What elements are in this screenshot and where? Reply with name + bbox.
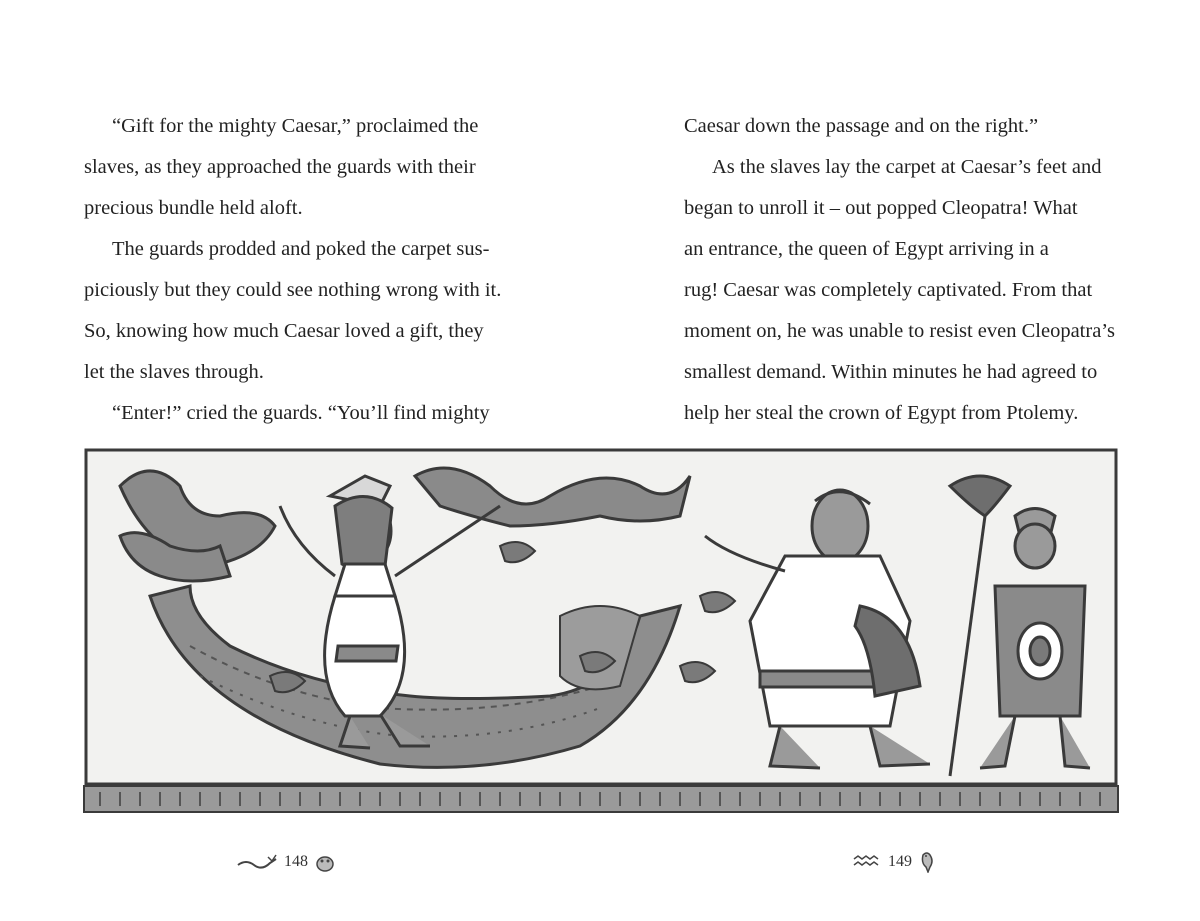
paragraph-line: “Enter!” cried the guards. “You’ll find mighty <box>112 402 490 424</box>
paragraph-line: So, knowing how much Caesar loved a gift, they <box>84 320 484 342</box>
page-number-left: 148 <box>284 853 308 870</box>
paragraph-line: moment on, he was unable to resist even Cleopatra’s <box>684 320 1115 342</box>
paragraph-line: Caesar down the passage and on the right.” <box>684 115 1039 137</box>
paragraph-line: The guards prodded and poked the carpet sus- <box>112 238 490 260</box>
cleopatra-carpet-illustration <box>80 446 1120 824</box>
paragraph-line: began to unroll it – out popped Cleopatra! What <box>684 197 1078 219</box>
left-folio <box>236 850 336 874</box>
paragraph-line: As the slaves lay the carpet at Caesar’s feet and <box>712 156 1102 178</box>
right-folio <box>852 850 936 874</box>
paragraph-line: “Gift for the mighty Caesar,” proclaimed the <box>112 115 479 137</box>
left-page-text <box>84 106 501 434</box>
paragraph-line: let the slaves through. <box>84 361 264 383</box>
paragraph-line: smallest demand. Within minutes he had agreed to <box>684 361 1098 383</box>
bird-glyph-icon <box>918 851 936 873</box>
snake-glyph-icon <box>236 853 278 871</box>
right-page-text <box>684 106 1115 434</box>
paragraph-line: slaves, as they approached the guards with their <box>84 156 476 178</box>
page-number-right: 149 <box>888 853 912 870</box>
paragraph-line: an entrance, the queen of Egypt arriving in a <box>684 238 1049 260</box>
paragraph-line: piciously but they could see nothing wrong with it. <box>84 279 502 301</box>
owl-glyph-icon <box>314 852 336 872</box>
illustration-svg <box>80 446 1120 824</box>
paragraph-line: rug! Caesar was completely captivated. From that <box>684 279 1093 301</box>
water-glyph-icon <box>852 855 882 869</box>
paragraph-line: help her steal the crown of Egypt from Ptolemy. <box>684 402 1079 424</box>
paragraph-line: precious bundle held aloft. <box>84 197 303 219</box>
